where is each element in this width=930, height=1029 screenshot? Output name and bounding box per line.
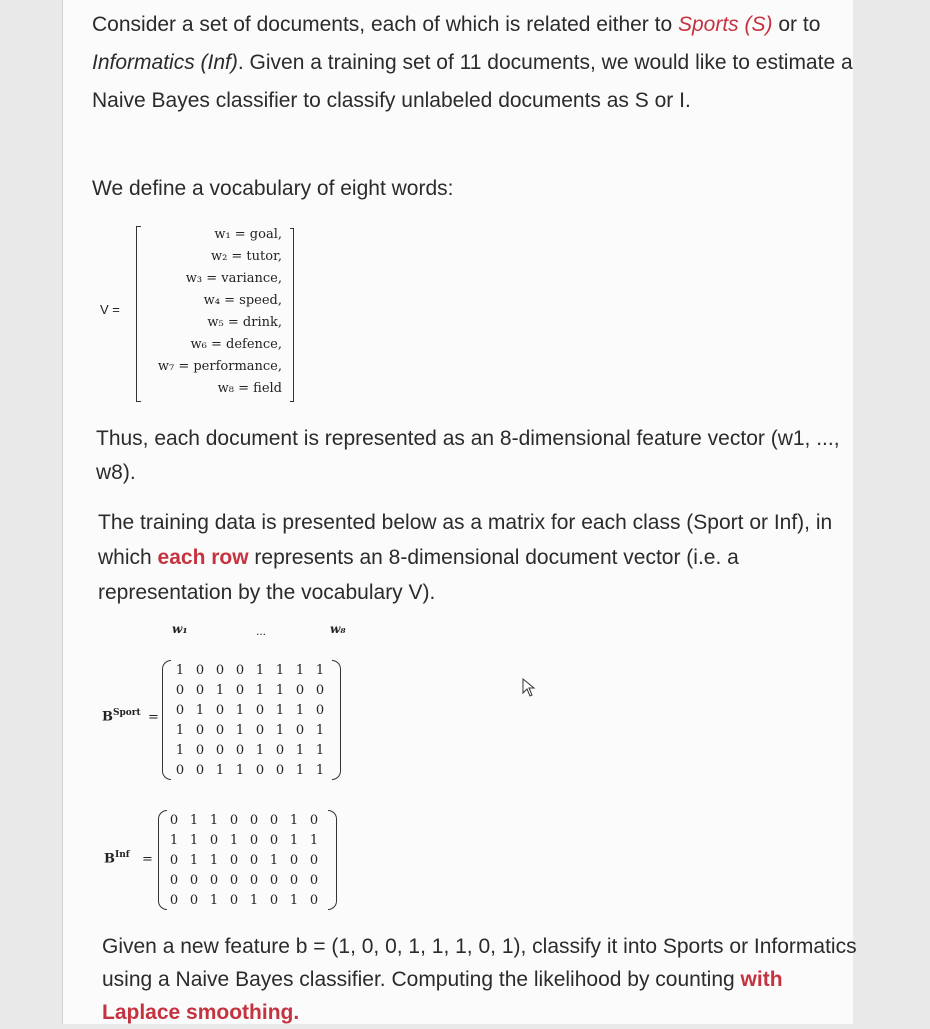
inf-matrix-right-paren [328,810,337,910]
sport-matrix [100,660,380,780]
matrix-cell: 1 [295,762,305,778]
matrix-cell: 0 [169,812,179,828]
question-text: Given a new feature b = (1, 0, 0, 1, 1, 1, 0, 1), classify it into Sports or Informatics using a Naive Bayes classifier. Computing the likelihood by counting [102,935,857,991]
matrix-cell: 0 [255,762,265,778]
matrix-row [164,890,324,910]
matrix-cell: 1 [315,742,325,758]
matrix-cell: 0 [229,892,239,908]
matrix-cell: 1 [255,662,265,678]
vocab-word: w₄ = speed, [203,293,282,308]
matrix-cell: 0 [275,742,285,758]
training-text-1: The training data is presented below as a matrix for each class (Sport or Inf), in which [98,511,833,569]
inf-matrix-label: $B^{Inf}$ [104,850,130,867]
intro-text-3: . Given a training set of 11 documents, we would like to estimate a Naive Bayes classifier to classify unlabeled documents as S or I. [92,51,853,112]
matrix-cell: 0 [215,702,225,718]
vocab-word: w₂ = tutor, [210,249,282,264]
vocab-word: w₅ = drink, [207,315,282,330]
matrix-cell: 0 [175,762,185,778]
matrix-cell: 0 [209,872,219,888]
matrix-cell: 1 [215,682,225,698]
matrix-cell: 1 [209,852,219,868]
matrix-cell: 0 [215,722,225,738]
mouse-cursor-icon [522,678,538,698]
matrix-row [170,760,330,780]
matrix-cell: 0 [249,872,259,888]
feature-vector-text: Thus, each document is represented as an 8-dimensional feature vector (w1, ..., w8). [96,427,840,484]
matrix-cell: 1 [229,832,239,848]
matrix-cell: 0 [269,812,279,828]
vocab-word-list [158,224,282,400]
laplace-highlight: with Laplace smoothing. [102,968,783,1024]
matrix-cell: 0 [269,832,279,848]
matrix-cell: 0 [229,812,239,828]
matrix-cell: 0 [175,702,185,718]
matrix-cell: 0 [255,702,265,718]
matrix-cell: 0 [249,812,259,828]
matrix-cell: 1 [315,662,325,678]
matrix-cell: 0 [169,872,179,888]
sport-matrix-table [170,660,330,780]
matrix-cell: 0 [289,872,299,888]
matrix-cell: 1 [235,722,245,738]
matrix-cell: 0 [215,662,225,678]
vocab-word: w₇ = performance, [157,359,282,374]
intro-paragraph [92,6,882,120]
inf-matrix-table [164,810,324,910]
matrix-row [170,660,330,680]
vocab-word: w₈ = field [217,381,282,396]
matrix-cell: 1 [175,662,185,678]
matrix-cell: 1 [169,832,179,848]
matrix-row [164,830,324,850]
matrix-cell: 1 [235,762,245,778]
vocab-intro: We define a vocabulary of eight words: [92,177,454,200]
matrix-cell: 1 [295,742,305,758]
vocab-label: V = [100,302,120,317]
column-header-w1: w₁ [172,622,188,636]
sport-matrix-label: $B^{Sport}$ [102,708,141,725]
matrix-row [164,810,324,830]
vocab-right-bracket [290,228,294,402]
matrix-cell: 1 [295,702,305,718]
intro-text-1: Consider a set of documents, each of which is related either to [92,13,678,36]
matrix-cell: 0 [309,812,319,828]
matrix-cell: 0 [315,682,325,698]
matrix-cell: 0 [209,832,219,848]
column-header-w8: w₈ [330,622,346,636]
matrix-cell: 0 [249,832,259,848]
matrix-cell: 0 [235,742,245,758]
matrix-cell: 0 [195,722,205,738]
vocabulary-definition [90,222,310,402]
matrix-cell: 1 [295,662,305,678]
matrix-cell: 0 [269,892,279,908]
vocab-word: w₆ = defence, [190,337,282,352]
column-header-ellipsis: ... [256,624,267,638]
matrix-cell: 0 [175,682,185,698]
matrix-cell: 0 [249,852,259,868]
inf-matrix [100,810,380,910]
matrix-cell: 1 [315,722,325,738]
matrix-cell: 1 [255,742,265,758]
matrix-cell: 1 [289,892,299,908]
matrix-cell: 0 [309,872,319,888]
matrix-cell: 1 [275,662,285,678]
matrix-cell: 1 [215,762,225,778]
matrix-cell: 1 [235,702,245,718]
matrix-row [170,720,330,740]
each-row-highlight: each row [157,546,249,569]
matrix-cell: 0 [315,702,325,718]
matrix-row [164,850,324,870]
matrix-cell: 0 [195,742,205,758]
training-text-2: represents an 8-dimensional document vector (i.e. a representation by the vocabulary V). [98,546,739,604]
matrix-cell: 1 [275,682,285,698]
matrix-cell: 0 [189,892,199,908]
matrix-cell: 0 [195,762,205,778]
matrix-row [164,870,324,890]
matrix-cell: 1 [195,702,205,718]
matrix-cell: 0 [255,722,265,738]
matrix-cell: 0 [295,722,305,738]
matrix-cell: 0 [289,852,299,868]
matrix-cell: 0 [169,852,179,868]
matrix-cell: 1 [209,892,219,908]
matrix-cell: 1 [269,852,279,868]
sport-matrix-right-paren [332,660,341,780]
matrix-cell: 0 [309,892,319,908]
matrix-cell: 0 [309,852,319,868]
matrix-cell: 1 [309,832,319,848]
matrix-cell: 0 [275,762,285,778]
matrix-cell: 0 [229,852,239,868]
matrix-cell: 0 [215,742,225,758]
training-paragraph [98,505,858,610]
sport-matrix-equals: = [148,710,159,725]
matrix-cell: 1 [289,832,299,848]
matrix-row [170,700,330,720]
matrix-cell: 1 [255,682,265,698]
vocab-word: w₁ = goal, [214,227,282,242]
matrix-cell: 0 [235,682,245,698]
matrix-cell: 0 [229,872,239,888]
inf-matrix-equals: = [142,852,153,867]
matrix-row [170,740,330,760]
matrix-cell: 0 [269,872,279,888]
matrix-cell: 0 [169,892,179,908]
matrix-row [170,680,330,700]
matrix-cell: 1 [209,812,219,828]
informatics-term: Informatics (Inf) [92,51,238,74]
matrix-cell: 1 [189,852,199,868]
question-paragraph [102,930,862,1029]
matrix-cell: 1 [249,892,259,908]
matrix-cell: 0 [189,872,199,888]
matrix-cell: 1 [275,722,285,738]
matrix-cell: 1 [315,762,325,778]
sports-term: Sports (S) [677,13,773,36]
matrix-cell: 1 [189,812,199,828]
vocab-word: w₃ = variance, [185,271,282,286]
matrix-cell: 0 [195,682,205,698]
matrix-cell: 0 [295,682,305,698]
matrix-cell: 1 [175,722,185,738]
matrix-cell: 1 [275,702,285,718]
matrix-cell: 0 [235,662,245,678]
matrix-cell: 0 [195,662,205,678]
matrix-cell: 1 [289,812,299,828]
matrix-cell: 1 [175,742,185,758]
intro-text-2: or to [772,13,821,36]
vocab-left-bracket [136,226,141,402]
matrix-cell: 1 [189,832,199,848]
